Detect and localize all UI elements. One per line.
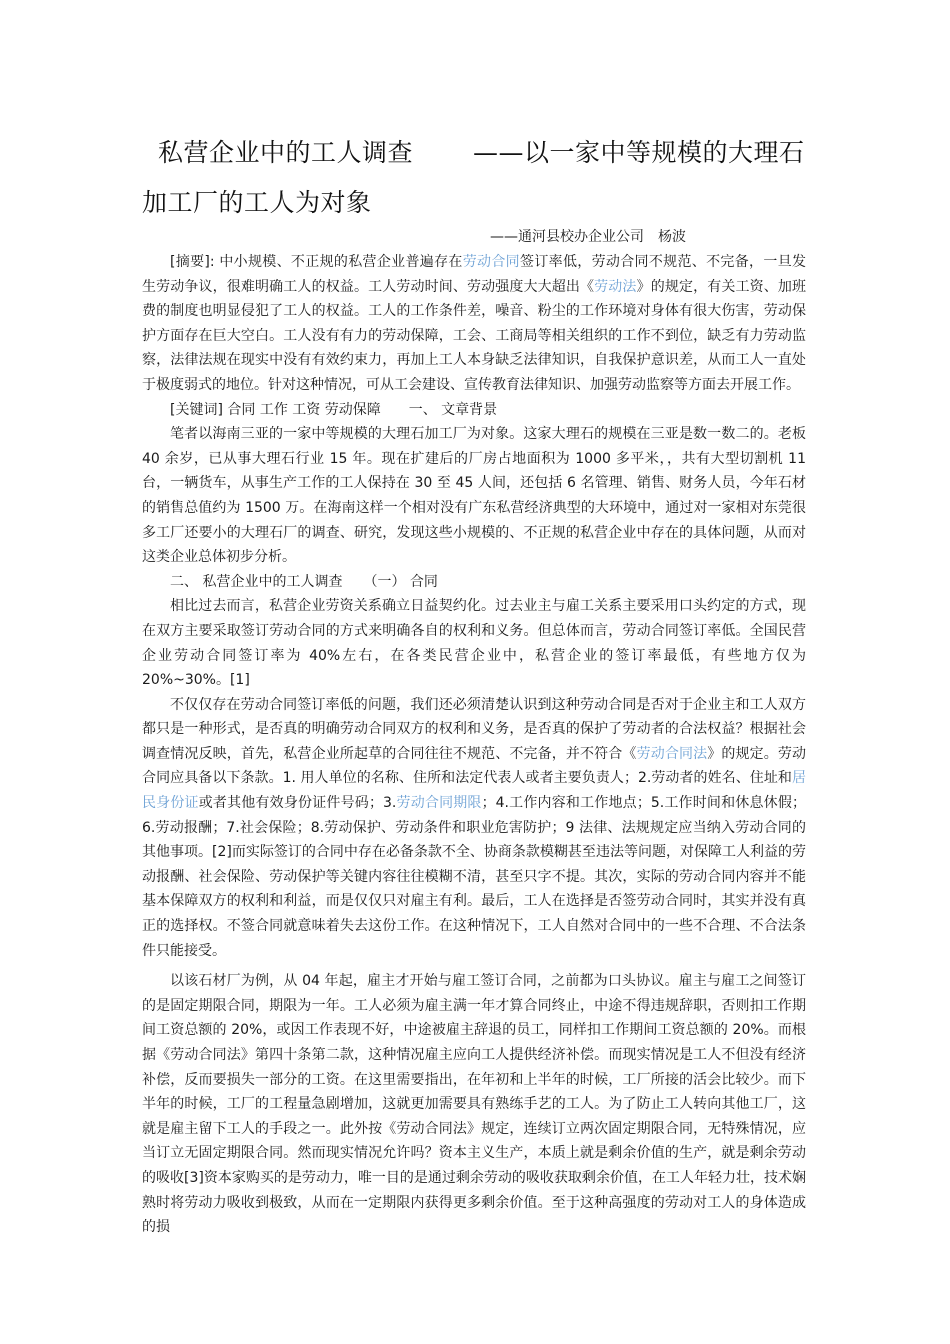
title-subtitle: ——以一家中等规模的大理石 <box>473 138 805 167</box>
contract-paragraph-1: 相比过去而言，私营企业劳资关系确立日益契约化。过去业主与雇工关系主要采用口头约定的方式，现在双方主要采取签订劳动合同的方式来明确各自的权利和义务。但总体而言，劳动合同签订率低。全国民营企业劳动合同签订率为 40%左右，在各类民营企业中，私营企业的签订率最低，有些地方仅为 20%~30%。[1] <box>142 598 806 689</box>
contract-text-1: 不仅仅存在劳动合同签订率低的问题，我们还必须清楚认识到这种劳动合同是否对于企业主和工人双方都只是一种形式，是否真的明确劳动合同双方的权利和义务，是否真的保护了劳动者的合法权益？根据社会调查情况反映，首先，私营企业所起草的合同往往不规范、不完备，并不符合《 <box>142 696 806 762</box>
abstract-text-2: 签订率低，劳动合同不规范、不完备，一旦发生劳动争议，很难明确工人的权益。工人劳动时间、劳动强度大大超出《 <box>142 254 807 295</box>
document-title <box>142 128 812 228</box>
example-paragraph: 以该石材厂为例，从 04 年起，雇主才开始与雇工签订合同，之前都为口头协议。雇主与雇工之间签订的是固定期限合同，期限为一年。工人必须为雇主满一年才算合同终止，中途不得违规辞职，否则扣工作期间工资总额的 20%，或因工作表现不好，中途被雇主辞退的员工，同样扣工作期间工资总额的 20%。而根据《劳动合同法》第四十条第二款，这种情况雇主应向工人提供经济补偿。而现实情况是工人不但没有经济补偿，反而要损失一部分的工资。在这里需要指出，在年初和上半年的时候，工厂所接的活会比较少。而下半年的时候，工厂的工程量急剧增加，这就更加需要具有熟练手艺的工人。为了防止工人转向其他工厂，这就是雇主留下工人的手段之一。此外按《劳动合同法》规定，连续订立两次固定期限合同，无特殊情况，应当订立无固定期限合同。然而现实情况允许吗？资本主义生产，本质上就是剩余价值的生产，就是剩余劳动的吸收[3]资本家购买的是劳动力，唯一目的是通过剩余劳动的吸收获取剩余价值，在工人年轻力壮，技术娴熟时将劳动力吸收到极致，从而在一定期限内获得更多剩余价值。至于这种高强度的劳动对工人的身体造成的损 <box>142 973 806 1236</box>
background-paragraph: 笔者以海南三亚的一家中等规模的大理石加工厂为对象。这家大理石的规模在三亚是数一数二的。老板 40 余岁，已从事大理石行业 15 年。现在扩建后的厂房占地面积为 1000 多平米，，共有大型切割机 11 台，一辆货车，从事生产工作的工人保持在 30 至 45 人间，还包括 6 名管理、销售、财务人员，今年石材的销售总值约为 1500 万。在海南这样一个相对没有广东私营经济典型的大环境中，通过对一家相对东莞很多工厂还要小的大理石厂的调查、研究，发现这些小规模的、不正规的私营企业中存在的具体问题，从而对这类企业总体初步分析。 <box>142 426 806 566</box>
link-contract-term[interactable]: 劳动合同期限 <box>396 795 482 812</box>
abstract-text-1: [摘要]: 中小规模、不正规的私营企业普遍存在 <box>170 254 463 270</box>
author-line: ——通河县校办企业公司 杨波 <box>490 229 686 245</box>
document-body <box>142 250 806 1240</box>
keywords-line: [关键词] 合同 工作 工资 劳动保障 一、 文章背景 <box>170 401 498 418</box>
contract-text-4: ；4.工作内容和工作地点；5.工作时间和休息休假；6.劳动报酬；7.社会保险；8.劳动保护、劳动条件和职业危害防护；9 法律、法规规定应当纳入劳动合同的其他事项。[2]而实际签订的合同中存在必备条款不全、协商条款模糊甚至违法等问题，对保障工人利益的劳动报酬、社会保险、劳动保护等关键内容往往模糊不清，甚至只字不提。其次，实际的劳动合同内容并不能基本保障双方的权利和利益，而是仅仅只对雇主有利。最后，工人在选择是否签劳动合同时，其实并没有真正的选择权。不签合同就意味着失去这份工作。在这种情况下，工人自然对合同中的一些不合理、不合法条件只能接受。 <box>142 795 807 959</box>
contract-text-3: 或者其他有效身份证件号码；3. <box>198 795 397 812</box>
link-resident-id-card[interactable]: 居民身份证 <box>142 770 806 812</box>
title-subtitle-continued: 加工厂的工人为对象 <box>142 188 372 217</box>
link-labor-contract[interactable]: 劳动合同 <box>462 254 520 270</box>
abstract-paragraph <box>142 250 806 398</box>
link-labor-law[interactable]: 劳动法 <box>594 278 637 295</box>
link-labor-contract-law[interactable]: 劳动合同法 <box>636 745 708 762</box>
title-main: 私营企业中的工人调查 <box>158 138 414 167</box>
contract-paragraph-2 <box>142 693 806 964</box>
abstract-text-3: 》的规定，有关工资、加班费的制度也明显侵犯了工人的权益。工人的工作条件差，噪音、粉尘的工作环境对身体有很大伤害，劳动保护方面存在巨大空白。工人没有有力的劳动保障，工会、工商局等相关组织的工作不到位，缺乏有力劳动监察，法律法规在现实中没有有效约束力，再加上工人本身缺乏法律知识，自我保护意识差，从而工人一直处于极度弱式的地位。针对这种情况，可从工会建设、宣传教育法律知识、加强劳动监察等方面去开展工作。 <box>142 278 807 393</box>
section-heading: 二、 私营企业中的工人调查 （一） 合同 <box>170 573 438 590</box>
contract-text-2: 》的规定。劳动合同应具备以下条款。1. 用人单位的名称、住所和法定代表人或者主要负责人；2.劳动者的姓名、住址和 <box>142 745 807 787</box>
